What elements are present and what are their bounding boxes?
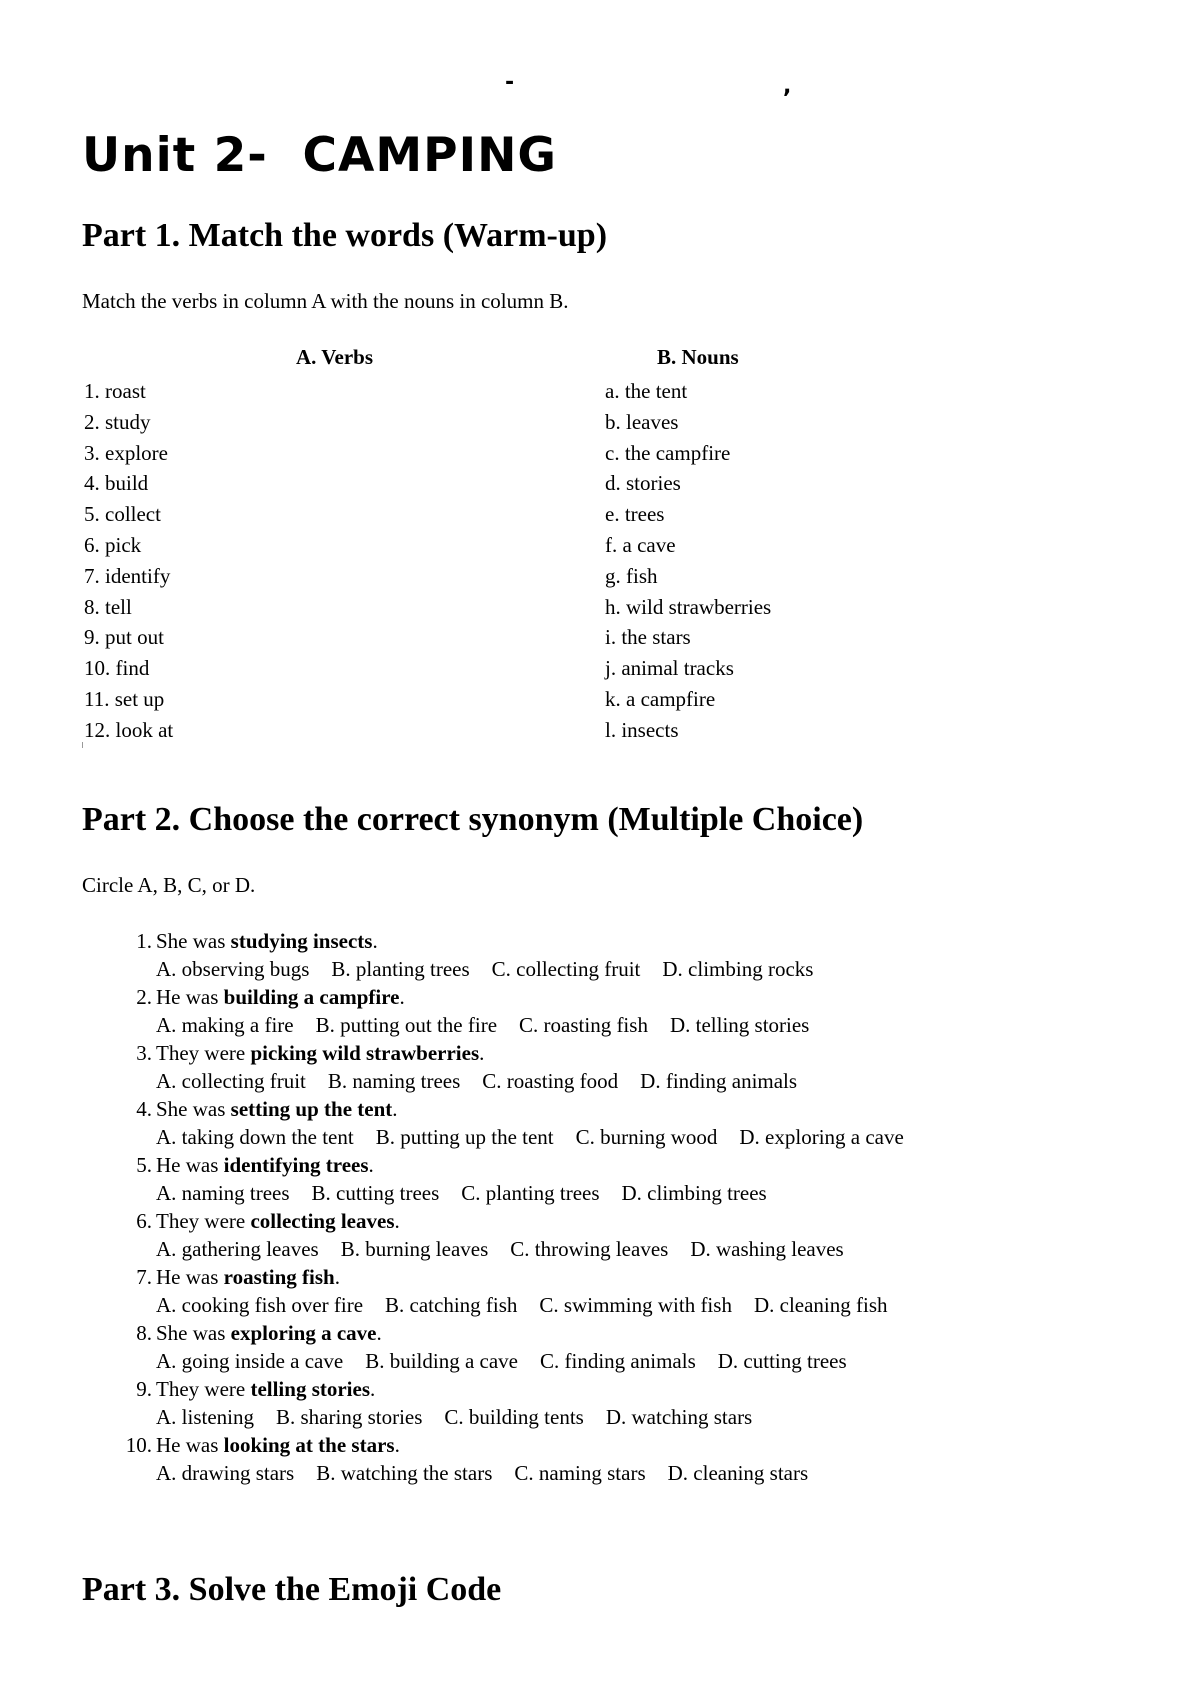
question-number: 8. bbox=[136, 1321, 152, 1345]
answer-option[interactable]: A. cooking fish over fire bbox=[156, 1293, 364, 1317]
question-item bbox=[118, 1431, 1118, 1487]
question-keyphrase: identifying trees bbox=[223, 1153, 369, 1177]
answer-options bbox=[156, 1235, 866, 1263]
answer-option[interactable]: C. roasting food bbox=[482, 1069, 619, 1093]
answer-option[interactable]: A. drawing stars bbox=[156, 1461, 295, 1485]
question-item bbox=[118, 1375, 1118, 1431]
question-prefix: They were bbox=[156, 1041, 251, 1065]
question-suffix: . bbox=[368, 1153, 374, 1177]
verb-item: 11. set up bbox=[84, 686, 165, 711]
question-number: 1. bbox=[136, 929, 152, 953]
answer-option[interactable]: A. taking down the tent bbox=[156, 1125, 354, 1149]
noun-item: d. stories bbox=[605, 471, 681, 496]
question-number: 4. bbox=[136, 1097, 152, 1121]
column-b-header: B. Nouns bbox=[657, 345, 739, 369]
noun-item: c. the campfire bbox=[605, 440, 731, 465]
question-keyphrase: roasting fish bbox=[223, 1265, 335, 1289]
answer-option[interactable]: C. planting trees bbox=[461, 1181, 600, 1205]
question-item bbox=[118, 1319, 1118, 1375]
answer-option[interactable]: D. washing leaves bbox=[690, 1237, 844, 1261]
question-item bbox=[118, 1039, 1118, 1095]
verb-item: 8. tell bbox=[84, 594, 132, 619]
question-text bbox=[156, 1319, 382, 1347]
answer-option[interactable]: B. sharing stories bbox=[276, 1405, 423, 1429]
question-number: 2. bbox=[136, 985, 152, 1009]
answer-option[interactable]: B. building a cave bbox=[365, 1349, 518, 1373]
noun-item: k. a campfire bbox=[605, 686, 716, 711]
answer-option[interactable]: A. observing bugs bbox=[156, 957, 310, 981]
answer-options bbox=[156, 1459, 830, 1487]
question-prefix: He was bbox=[156, 1433, 224, 1457]
verb-item: 9. put out bbox=[84, 625, 164, 650]
part2-instruction: Circle A, B, C, or D. bbox=[82, 873, 256, 897]
noun-item: h. wild strawberries bbox=[605, 594, 772, 619]
nouns-list bbox=[605, 376, 771, 746]
verb-item: 3. explore bbox=[84, 440, 168, 465]
answer-option[interactable]: D. exploring a cave bbox=[739, 1125, 904, 1149]
question-text bbox=[156, 927, 378, 955]
answer-option[interactable]: A. gathering leaves bbox=[156, 1237, 319, 1261]
answer-option[interactable]: A. making a fire bbox=[156, 1013, 294, 1037]
verb-item: 10. find bbox=[84, 656, 150, 681]
verb-item: 7. identify bbox=[84, 563, 171, 588]
question-number: 6. bbox=[136, 1209, 152, 1233]
question-number: 9. bbox=[136, 1377, 152, 1401]
question-number: 5. bbox=[136, 1153, 152, 1177]
question-prefix: She was bbox=[156, 1321, 231, 1345]
answer-options bbox=[156, 1011, 831, 1039]
question-suffix: . bbox=[392, 1097, 398, 1121]
verb-item: 12. look at bbox=[84, 717, 174, 742]
question-text bbox=[156, 983, 405, 1011]
noun-item: f. a cave bbox=[605, 532, 676, 557]
answer-option[interactable]: C. finding animals bbox=[540, 1349, 696, 1373]
header-dash: - bbox=[505, 70, 515, 95]
answer-option[interactable]: D. climbing rocks bbox=[662, 957, 814, 981]
answer-option[interactable]: C. swimming with fish bbox=[539, 1293, 732, 1317]
question-prefix: He was bbox=[156, 1265, 224, 1289]
question-item bbox=[118, 1263, 1118, 1319]
header-marks bbox=[0, 70, 1200, 100]
verb-item: 4. build bbox=[84, 471, 149, 496]
answer-option[interactable]: D. cleaning fish bbox=[753, 1293, 888, 1317]
header-comma: , bbox=[783, 74, 792, 99]
answer-option[interactable]: C. building tents bbox=[444, 1405, 584, 1429]
answer-option[interactable]: D. cutting trees bbox=[717, 1349, 847, 1373]
multiple-choice-list bbox=[118, 927, 1118, 1487]
question-keyphrase: telling stories bbox=[250, 1377, 371, 1401]
answer-option[interactable]: B. naming trees bbox=[327, 1069, 461, 1093]
question-prefix: They were bbox=[156, 1377, 251, 1401]
answer-options bbox=[156, 1403, 774, 1431]
verb-item: 6. pick bbox=[84, 532, 142, 557]
question-suffix: . bbox=[394, 1433, 400, 1457]
answer-option[interactable]: A. listening bbox=[156, 1405, 254, 1429]
noun-item: a. the tent bbox=[605, 379, 688, 403]
noun-item: i. the stars bbox=[605, 625, 691, 650]
verb-item: 2. study bbox=[84, 409, 151, 434]
answer-option[interactable]: A. collecting fruit bbox=[156, 1069, 306, 1093]
question-keyphrase: looking at the stars bbox=[223, 1433, 395, 1457]
answer-options bbox=[156, 1347, 869, 1375]
question-item bbox=[118, 927, 1118, 983]
question-prefix: They were bbox=[156, 1209, 251, 1233]
answer-option[interactable]: D. finding animals bbox=[640, 1069, 798, 1093]
verbs-list bbox=[84, 376, 173, 746]
noun-item: l. insects bbox=[605, 717, 679, 742]
question-prefix: He was bbox=[156, 1153, 224, 1177]
answer-options bbox=[156, 1179, 789, 1207]
question-text bbox=[156, 1095, 398, 1123]
answer-option[interactable]: C. roasting fish bbox=[519, 1013, 648, 1037]
question-keyphrase: setting up the tent bbox=[230, 1097, 393, 1121]
question-number: 3. bbox=[136, 1041, 152, 1065]
verb-item: 5. collect bbox=[84, 502, 161, 527]
noun-item: e. trees bbox=[605, 502, 665, 527]
question-text bbox=[156, 1207, 400, 1235]
part3-heading: Part 3. Solve the Emoji Code bbox=[82, 1571, 502, 1608]
answer-option[interactable]: A. going inside a cave bbox=[156, 1349, 344, 1373]
page-title: Unit 2- CAMPING bbox=[82, 128, 557, 183]
answer-option[interactable]: C. burning wood bbox=[575, 1125, 718, 1149]
question-keyphrase: studying insects bbox=[230, 929, 373, 953]
answer-option[interactable]: D. climbing trees bbox=[621, 1181, 767, 1205]
question-text bbox=[156, 1039, 484, 1067]
noun-item: g. fish bbox=[605, 563, 658, 588]
verb-item: 1. roast bbox=[84, 379, 146, 403]
question-text bbox=[156, 1431, 400, 1459]
column-a-header: A. Verbs bbox=[296, 345, 374, 369]
question-text bbox=[156, 1263, 340, 1291]
question-item bbox=[118, 1151, 1118, 1207]
question-keyphrase: building a campfire bbox=[223, 985, 400, 1009]
answer-option[interactable]: A. naming trees bbox=[156, 1181, 290, 1205]
question-suffix: . bbox=[372, 929, 378, 953]
question-suffix: . bbox=[334, 1265, 340, 1289]
answer-option[interactable]: C. naming stars bbox=[514, 1461, 646, 1485]
part1-heading: Part 1. Match the words (Warm-up) bbox=[82, 217, 608, 254]
question-keyphrase: exploring a cave bbox=[230, 1321, 377, 1345]
answer-options bbox=[156, 1291, 910, 1319]
question-number: 7. bbox=[136, 1265, 152, 1289]
noun-item: j. animal tracks bbox=[605, 656, 734, 681]
answer-option[interactable]: B. putting up the tent bbox=[375, 1125, 554, 1149]
question-prefix: She was bbox=[156, 929, 231, 953]
answer-option[interactable]: B. cutting trees bbox=[311, 1181, 440, 1205]
question-suffix: . bbox=[376, 1321, 382, 1345]
answer-option[interactable]: B. catching fish bbox=[385, 1293, 518, 1317]
question-suffix: . bbox=[399, 985, 405, 1009]
question-prefix: He was bbox=[156, 985, 224, 1009]
part1-instruction: Match the verbs in column A with the nouns in column B. bbox=[82, 289, 569, 313]
answer-option[interactable]: B. watching the stars bbox=[316, 1461, 493, 1485]
question-item bbox=[118, 1207, 1118, 1263]
answer-option[interactable]: B. putting out the fire bbox=[315, 1013, 498, 1037]
noun-item: b. leaves bbox=[605, 409, 679, 434]
question-keyphrase: picking wild strawberries bbox=[250, 1041, 480, 1065]
answer-option[interactable]: D. cleaning stars bbox=[667, 1461, 809, 1485]
question-item bbox=[118, 1095, 1118, 1151]
question-suffix: . bbox=[394, 1209, 400, 1233]
answer-option[interactable]: B. planting trees bbox=[331, 957, 470, 981]
answer-options bbox=[156, 1067, 819, 1095]
answer-option[interactable]: C. throwing leaves bbox=[510, 1237, 669, 1261]
section-divider-mark bbox=[82, 742, 83, 748]
answer-option[interactable]: B. burning leaves bbox=[340, 1237, 489, 1261]
question-text bbox=[156, 1375, 375, 1403]
question-text bbox=[156, 1151, 374, 1179]
answer-option[interactable]: C. collecting fruit bbox=[491, 957, 641, 981]
question-suffix: . bbox=[479, 1041, 485, 1065]
question-prefix: She was bbox=[156, 1097, 231, 1121]
question-item bbox=[118, 983, 1118, 1039]
question-keyphrase: collecting leaves bbox=[250, 1209, 395, 1233]
answer-option[interactable]: D. watching stars bbox=[605, 1405, 753, 1429]
part2-heading: Part 2. Choose the correct synonym (Multiple Choice) bbox=[82, 801, 864, 838]
question-number: 10. bbox=[125, 1433, 152, 1457]
question-suffix: . bbox=[370, 1377, 376, 1401]
answer-options bbox=[156, 1123, 926, 1151]
answer-options bbox=[156, 955, 835, 983]
answer-option[interactable]: D. telling stories bbox=[669, 1013, 810, 1037]
